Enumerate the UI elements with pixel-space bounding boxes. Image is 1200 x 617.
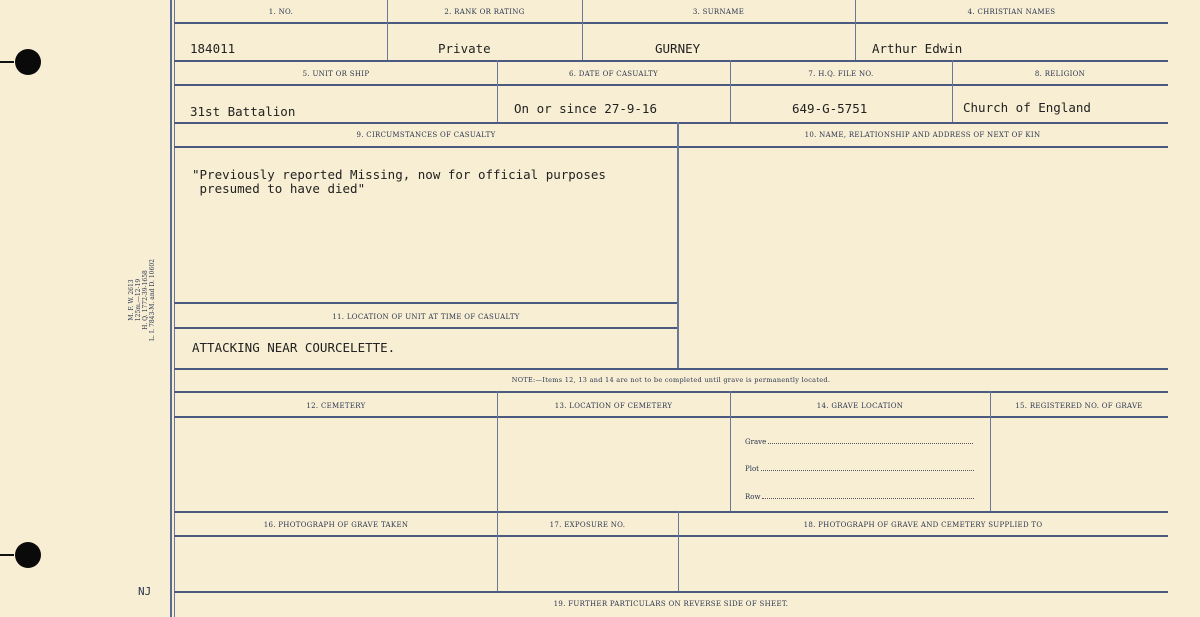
label-registered-no: 15. REGISTERED NO. OF GRAVE	[1015, 402, 1143, 410]
value-file-no: 649-G-5751	[792, 101, 868, 116]
grave-field	[745, 438, 973, 446]
rule	[174, 60, 1168, 62]
rule	[174, 122, 1168, 124]
text: Row	[745, 493, 761, 501]
value-no: 184011	[190, 41, 236, 56]
value-date: On or since 27-9-16	[514, 101, 657, 116]
code-line: L. I. 7843-M. and D. 10602	[149, 259, 156, 341]
label-cemetery-location: 13. LOCATION OF CEMETERY	[554, 402, 673, 410]
rule	[174, 416, 1168, 418]
binding-mark	[0, 554, 14, 556]
code-line: 125m.—12-19	[135, 278, 142, 322]
clerk-initials: NJ	[138, 585, 152, 598]
label-no: 1. NO.	[268, 8, 294, 16]
value-surname: GURNEY	[655, 41, 701, 56]
label-file-no: 7. H.Q. FILE NO.	[808, 70, 874, 78]
value-circumstances: "Previously reported Missing, now for official purposes presumed to have died"	[192, 167, 606, 196]
rule	[174, 391, 1168, 393]
value-rank: Private	[438, 41, 491, 56]
label-rank: 2. RANK OR RATING	[444, 8, 525, 16]
column-divider	[990, 391, 991, 511]
label-further-particulars: 19. FURTHER PARTICULARS ON REVERSE SIDE OF SHEET.	[553, 600, 789, 608]
text	[768, 443, 973, 444]
text	[762, 498, 974, 499]
label-date: 6. DATE OF CASUALTY	[568, 70, 659, 78]
column-divider	[855, 0, 856, 60]
label-grave-location: 14. GRAVE LOCATION	[816, 402, 904, 410]
label-location-of-unit: 11. LOCATION OF UNIT AT TIME OF CASUALTY	[332, 313, 520, 321]
label-surname: 3. SURNAME	[692, 8, 745, 16]
label-photo-taken: 16. PHOTOGRAPH OF GRAVE TAKEN	[263, 521, 409, 529]
rule	[174, 368, 1168, 370]
label-photo-supplied: 18. PHOTOGRAPH OF GRAVE AND CEMETERY SUPPLIED TO	[803, 521, 1043, 529]
binding-hole	[15, 542, 41, 568]
value-christian-names: Arthur Edwin	[872, 41, 963, 56]
rule	[174, 327, 677, 329]
label-christian-names: 4. CHRISTIAN NAMES	[967, 8, 1056, 16]
code-line: M. F. W. 2613	[128, 279, 135, 321]
column-divider	[497, 511, 498, 591]
rule	[174, 146, 1168, 148]
binding-hole	[15, 49, 41, 75]
value-religion: Church of England	[963, 100, 1091, 115]
text: Grave	[745, 438, 767, 446]
row-field	[745, 493, 974, 501]
value-location-of-unit: ATTACKING NEAR COURCELETTE.	[192, 340, 396, 355]
label-cemetery: 12. CEMETERY	[306, 402, 366, 410]
note: NOTE:—Items 12, 13 and 14 are not to be completed until grave is permanently located.	[511, 376, 831, 384]
column-divider	[678, 511, 679, 591]
rule	[174, 511, 1168, 513]
column-divider	[677, 122, 679, 368]
binding-mark	[0, 61, 14, 63]
rule	[174, 302, 677, 304]
text	[761, 470, 974, 471]
column-divider	[952, 60, 953, 122]
label-circumstances: 9. CIRCUMSTANCES OF CASUALTY	[356, 131, 496, 139]
text: Plot	[745, 465, 759, 473]
margin-line	[170, 0, 172, 617]
column-divider	[582, 0, 583, 60]
column-divider	[730, 60, 731, 122]
rule	[174, 535, 1168, 537]
column-divider	[387, 0, 388, 60]
column-divider	[730, 391, 731, 511]
rule	[174, 591, 1168, 593]
label-exposure-no: 17. EXPOSURE NO.	[549, 521, 626, 529]
plot-field	[745, 465, 974, 473]
value-unit: 31st Battalion	[190, 104, 296, 119]
rule	[174, 22, 1168, 24]
rule	[174, 84, 1168, 86]
code-line: H. Q. 1772-39-1658	[142, 270, 149, 330]
column-divider	[497, 60, 498, 122]
label-unit: 5. UNIT OR SHIP	[302, 70, 370, 78]
column-divider	[497, 391, 498, 511]
label-religion: 8. RELIGION	[1034, 70, 1086, 78]
label-next-of-kin: 10. NAME, RELATIONSHIP AND ADDRESS OF NEXT OF KIN	[804, 131, 1041, 139]
